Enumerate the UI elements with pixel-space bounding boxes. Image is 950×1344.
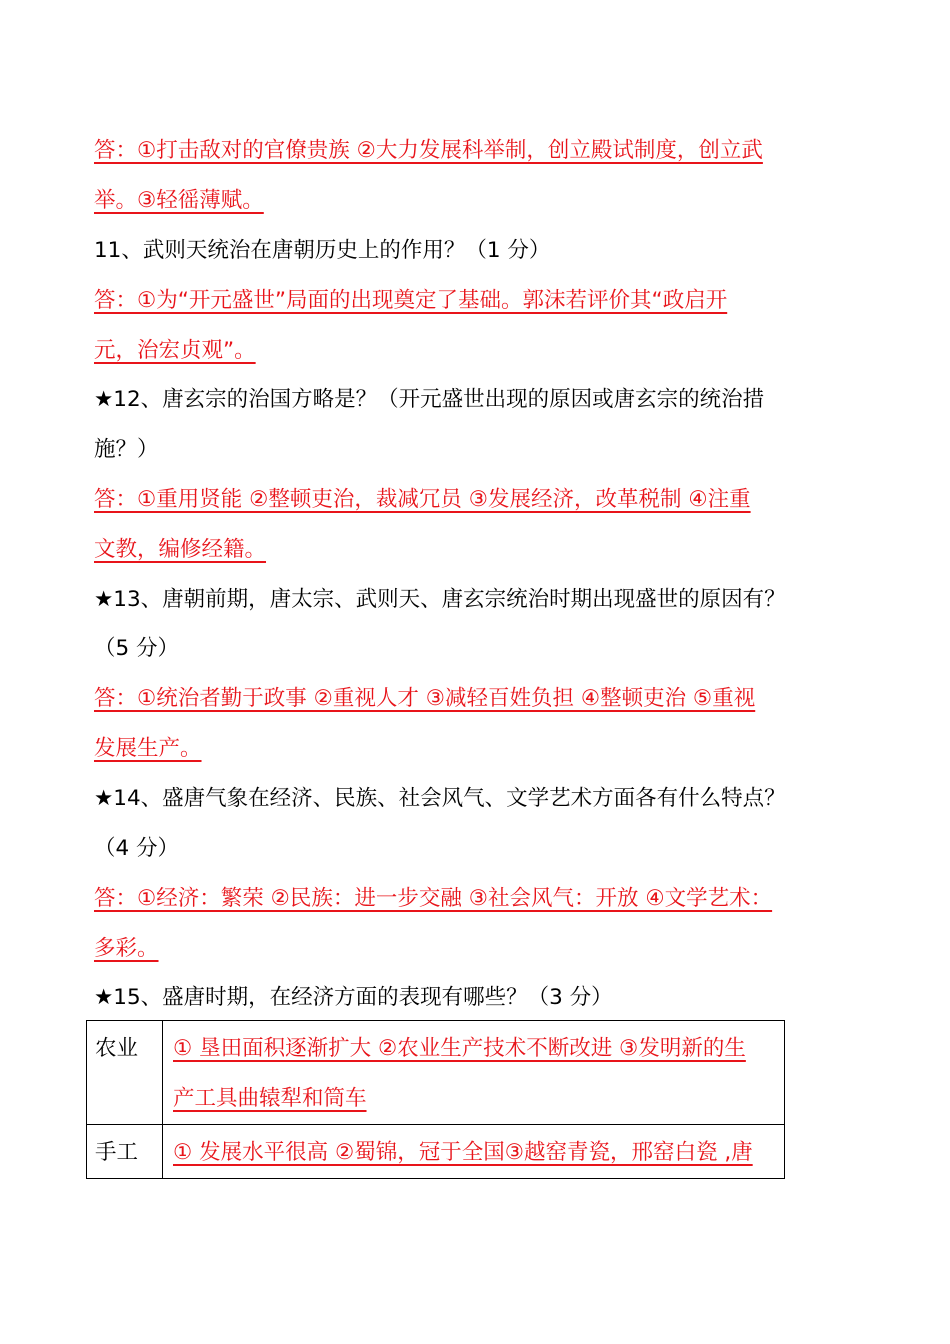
ans14-line-1: 答：①经济：繁荣 ②民族：进一步交融 ③社会风气：开放 ④文学艺术： — [94, 886, 773, 911]
ans10-line-2: 举。③轻徭薄赋。 — [94, 188, 264, 213]
ans13-line-1: 答：①统治者勤于政事 ②重视人才 ③减轻百姓负担 ④整顿吏治 ⑤重视 — [94, 686, 756, 711]
table-row-agriculture — [87, 1021, 785, 1125]
question-12-line-1: ★12、唐玄宗的治国方略是？（开元盛世出现的原因或唐玄宗的统治措 — [94, 387, 765, 412]
ans10-line-1: 答：①打击敌对的官僚贵族 ②大力发展科举制，创立殿试制度，创立武 — [94, 138, 763, 163]
ans11-line-1: 答：①为“开元盛世”局面的出现奠定了基础。郭沫若评价其“政启开 — [94, 288, 728, 313]
ans12-line-1: 答：①重用贤能 ②整顿吏治，裁减冗员 ③发展经济，改革税制 ④注重 — [94, 487, 751, 512]
question-12-line-2: 施？） — [94, 437, 159, 462]
handicraft-details — [163, 1125, 785, 1179]
ans11-line-2: 元，治宏贞观”。 — [94, 338, 256, 363]
table-row-handicraft — [87, 1125, 785, 1179]
economy-table — [86, 1020, 785, 1179]
question-14-line-1: ★14、盛唐气象在经济、民族、社会风气、文学艺术方面各有什么特点？ — [94, 786, 786, 811]
handicraft-line-1: ① 发展水平很高 ②蜀锦，冠于全国③越窑青瓷，邢窑白瓷 ,唐 — [173, 1140, 753, 1165]
ans12-line-2: 文教，编修经籍。 — [94, 537, 267, 562]
question-11: 11、武则天统治在唐朝历史上的作用？（1 分） — [94, 238, 551, 263]
category-handicraft: 手工 — [87, 1125, 163, 1179]
category-agriculture: 农业 — [87, 1021, 163, 1125]
agriculture-line-2: 产工具曲辕犁和筒车 — [173, 1086, 367, 1111]
question-13-line-2: （5 分） — [94, 636, 180, 661]
question-13-line-1: ★13、唐朝前期，唐太宗、武则天、唐玄宗统治时期出现盛世的原因有？ — [94, 587, 786, 612]
question-15: ★15、盛唐时期，在经济方面的表现有哪些？（3 分） — [94, 985, 613, 1010]
ans14-line-2: 多彩。 — [94, 936, 159, 961]
agriculture-details — [163, 1021, 785, 1125]
agriculture-line-1: ① 垦田面积逐渐扩大 ②农业生产技术不断改进 ③发明新的生 — [173, 1036, 746, 1061]
ans13-line-2: 发展生产。 — [94, 736, 202, 761]
question-14-line-2: （4 分） — [94, 836, 180, 861]
